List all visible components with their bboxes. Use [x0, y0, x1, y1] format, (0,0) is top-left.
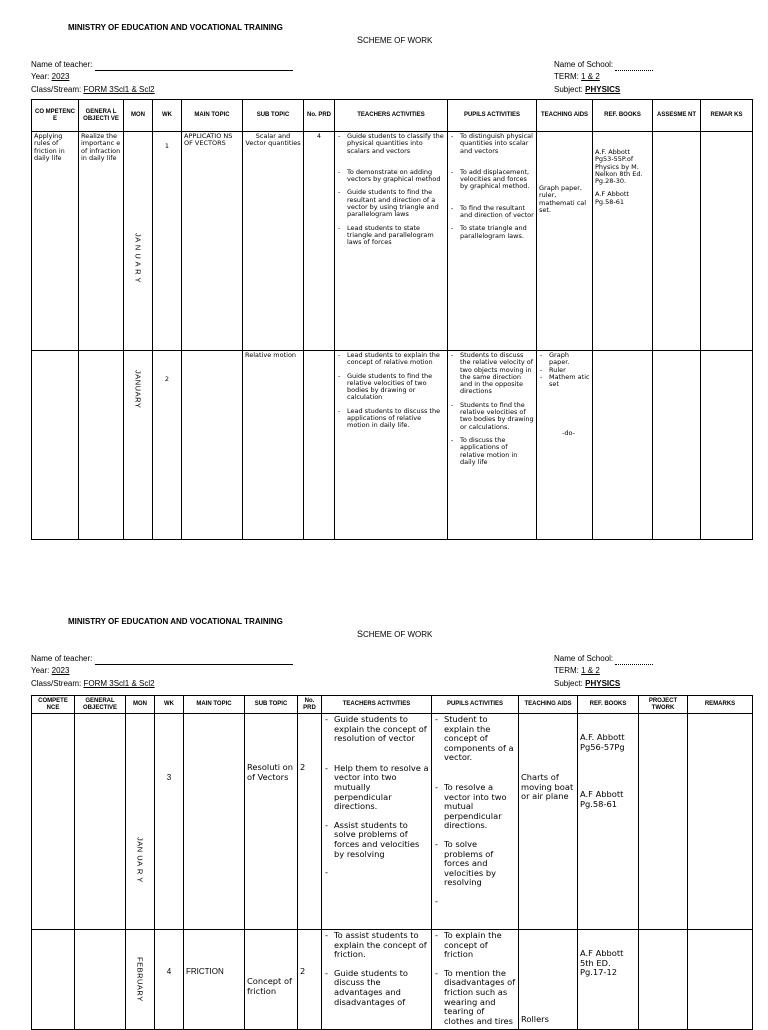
header-teaching-aids: TEACHING AIDS — [537, 100, 593, 132]
list-item: - Guide students to discuss the advantages and disadvantages of — [324, 969, 429, 1007]
header-competence: CO MPETENC E — [32, 100, 79, 132]
header-main-topic: MAIN TOPIC — [184, 696, 245, 714]
list-item: - To state triangle and parallelogram laws. — [450, 225, 534, 240]
subject-field: Subject: PHYSICS — [554, 679, 621, 688]
ref-book-1: A.F. Abbott Pg56-57Pg — [580, 732, 625, 752]
teaching-aids-cell: Rollers — [519, 930, 578, 1030]
header-main-topic: MAIN TOPIC — [182, 100, 243, 132]
list-item: - Graph paper. — [539, 352, 590, 367]
list-item: - To find the resultant and direction of vector — [450, 205, 534, 220]
scheme-title: SCHEME OF WORK — [357, 35, 433, 45]
header-ref-books: REF. BOOKS — [593, 100, 653, 132]
class-stream-field: Class/Stream: FORM 3Scl1 & Scl2 — [31, 679, 155, 688]
periods-cell — [304, 351, 335, 540]
remarks-cell — [688, 930, 753, 1030]
month-cell — [124, 132, 153, 351]
pupils-activities-cell — [432, 930, 519, 1030]
sub-topic-cell: Scalar and Vector quantities — [243, 132, 304, 351]
table-row — [32, 930, 753, 1030]
ditto-mark: -do- — [562, 429, 575, 438]
periods-cell: 2 — [298, 930, 322, 1030]
header-sub-topic: SUB TOPIC — [245, 696, 298, 714]
class-stream-field: Class/Stream: FORM 3Scl1 & Scl2 — [31, 85, 155, 94]
list-item: - Student to explain the concept of components of a vector. — [434, 715, 516, 763]
list-item: - Guide students to find the resultant and direction of a vector by using triangle and parallelogram laws — [337, 189, 445, 218]
ministry-title: MINISTRY OF EDUCATION AND VOCATIONAL TRAINING — [68, 23, 283, 32]
year-field: Year: 2023 — [31, 666, 70, 675]
list-item: - To explain the concept of friction — [434, 931, 516, 960]
objective-cell: Realize the importanc e of infraction in daily life — [79, 132, 124, 351]
header-week: WK — [153, 100, 182, 132]
subject-field: Subject: PHYSICS — [554, 85, 621, 94]
pupils-activities-cell — [432, 714, 519, 930]
main-topic-cell — [184, 714, 245, 930]
week-cell: 2 — [153, 351, 182, 540]
teaching-aids-cell: Charts of moving boat or air plane — [519, 714, 578, 930]
header-month: MON — [124, 100, 153, 132]
month-label: JANUARY — [133, 370, 143, 409]
remarks-cell — [688, 714, 753, 930]
header-assessment: ASSESME NT — [653, 100, 701, 132]
teachers-activities-cell — [335, 351, 448, 540]
ref-books-cell — [578, 714, 639, 930]
term-field: TERM: 1 & 2 — [554, 666, 600, 675]
competence-cell: Applying rules of friction in daily life — [32, 132, 79, 351]
list-item: - Lead students to discuss the applications of relative motion in daily life. — [337, 408, 445, 430]
header-teachers-activities: TEACHERS ACTIVITIES — [322, 696, 432, 714]
month-cell — [126, 930, 155, 1030]
scheme-table-1 — [31, 99, 753, 540]
teacher-name-field: Name of teacher: — [31, 59, 293, 71]
header-periods: No. PRD — [304, 100, 335, 132]
header-ref-books: REF. BOOKS — [578, 696, 639, 714]
teacher-name-field: Name of teacher: — [31, 653, 293, 665]
week-cell: 3 — [155, 714, 184, 930]
ref-book-1: A.F. Abbott Pg53-55P.of Physics by M. Nelkon 8th Ed. Pg.28-30. — [595, 148, 643, 186]
header-teaching-aids: TEACHING AIDS — [519, 696, 578, 714]
objective-cell — [79, 351, 124, 540]
header-teachers-activities: TEACHERS ACTIVITIES — [335, 100, 448, 132]
scheme-table-2 — [31, 695, 753, 1030]
list-item — [434, 897, 516, 905]
list-item: - Assist students to solve problems of forces and velocities by resolving — [324, 821, 429, 859]
header-project-work: PROJECT TWORK — [639, 696, 688, 714]
assessment-cell — [653, 351, 701, 540]
objective-cell — [75, 714, 126, 930]
teachers-activities-cell — [322, 714, 432, 930]
project-work-cell — [639, 930, 688, 1030]
school-name-field: Name of School: — [554, 59, 653, 71]
header-remarks: REMAR KS — [701, 100, 753, 132]
month-cell — [124, 351, 153, 540]
list-item: - To distinguish physical quantities into scalar and vectors — [450, 133, 534, 155]
remarks-cell — [701, 351, 753, 540]
sub-topic-cell: Relative motion — [243, 351, 304, 540]
list-item: - To demonstrate on adding vectors by graphical method — [337, 169, 445, 184]
header-objective: GENERAL OBJECTIVE — [75, 696, 126, 714]
ref-books-cell — [593, 351, 653, 540]
header-pupils-activities: PUPILS ACTIVITIES — [448, 100, 537, 132]
pupils-activities-cell — [448, 132, 537, 351]
main-topic-cell: FRICTION — [184, 930, 245, 1030]
table-row — [32, 132, 753, 351]
scheme-title: SCHEME OF WORK — [357, 629, 433, 639]
competence-cell — [32, 714, 75, 930]
term-field: TERM: 1 & 2 — [554, 72, 600, 81]
list-item: - Lead students to state triangle and parallelogram laws of forces — [337, 225, 445, 247]
table-row — [32, 351, 753, 540]
year-field: Year: 2023 — [31, 72, 70, 81]
competence-cell — [32, 351, 79, 540]
list-item: - Guide students to classify the physical quantities into scalars and vectors — [337, 133, 445, 155]
header-pupils-activities: PUPILS ACTIVITIES — [432, 696, 519, 714]
list-item: - To resolve a vector into two mutual perpendicular directions. — [434, 783, 516, 831]
list-item: - Students to find the relative velocities of two bodies by drawing or calculations. — [450, 402, 534, 431]
ref-books-cell: A.F Abbott 5th ED. Pg.17-12 — [578, 930, 639, 1030]
table-header-row — [32, 696, 753, 714]
header-month: MON — [126, 696, 155, 714]
ministry-title: MINISTRY OF EDUCATION AND VOCATIONAL TRAINING — [68, 617, 283, 626]
list-item: - Guide students to find the relative velocities of two bodies by drawing or calculation — [337, 373, 445, 402]
ref-book-2: A.F Abbott Pg.58-61 — [595, 190, 629, 206]
list-item: - Lead students to explain the concept of relative motion — [337, 352, 445, 367]
header-objective: GENERA L OBJECTI VE — [79, 100, 124, 132]
list-item: - To add displacement, velocities and forces by graphical method. — [450, 169, 534, 191]
assessment-cell — [653, 132, 701, 351]
school-name-field: Name of School: — [554, 653, 653, 665]
header-remarks: REMARKS — [688, 696, 753, 714]
main-topic-cell: APPLICATIO NS OF VECTORS — [182, 132, 243, 351]
main-topic-cell — [182, 351, 243, 540]
list-item: - To mention the disadvantages of friction such as wearing and tearing of clothes and tires — [434, 969, 516, 1027]
sub-topic-cell: Resoluti on of Vectors — [245, 714, 298, 930]
teachers-activities-cell — [322, 930, 432, 1030]
project-work-cell — [639, 714, 688, 930]
ref-books-cell — [593, 132, 653, 351]
header-sub-topic: SUB TOPIC — [243, 100, 304, 132]
remarks-cell — [701, 132, 753, 351]
list-item: - Ruler — [539, 367, 590, 374]
objective-cell — [75, 930, 126, 1030]
list-item: - Guide students to explain the concept of resolution of vector — [324, 715, 429, 744]
teachers-activities-cell — [335, 132, 448, 351]
table-header-row — [32, 100, 753, 132]
month-label: JAN UA R Y — [135, 837, 145, 883]
teaching-aids-cell — [537, 351, 593, 540]
ref-book-2: A.F Abbott Pg.58-61 — [580, 789, 624, 809]
week-cell: 1 — [153, 132, 182, 351]
periods-cell: 4 — [304, 132, 335, 351]
week-cell: 4 — [155, 930, 184, 1030]
periods-cell: 2 — [298, 714, 322, 930]
list-item: - To discuss the applications of relative motion in daily life — [450, 437, 534, 466]
table-row — [32, 714, 753, 930]
list-item: - To solve problems of forces and velocities by resolving — [434, 840, 516, 888]
teaching-aids-cell: Graph paper, ruler, mathemati cal set. — [537, 132, 593, 351]
competence-cell — [32, 930, 75, 1030]
pupils-activities-cell — [448, 351, 537, 540]
list-item: - To assist students to explain the concept of friction. — [324, 931, 429, 960]
list-item: - Help them to resolve a vector into two mutually perpendicular directions. — [324, 764, 429, 812]
month-cell — [126, 714, 155, 930]
header-week: WK — [155, 696, 184, 714]
list-item: - Students to discuss the relative velocity of two objects moving in the same direction and in the opposite directions — [450, 352, 534, 396]
list-item: - Mathem atic set — [539, 374, 590, 389]
list-item — [324, 868, 429, 876]
sub-topic-cell: Concept of friction — [245, 930, 298, 1030]
page-2 — [0, 594, 768, 1024]
header-periods: No. PRD — [298, 696, 322, 714]
header-competence: COMPETE NCE — [32, 696, 75, 714]
month-label: JA N U A R Y — [133, 233, 143, 284]
month-label: FEBRUARY — [135, 957, 145, 1002]
